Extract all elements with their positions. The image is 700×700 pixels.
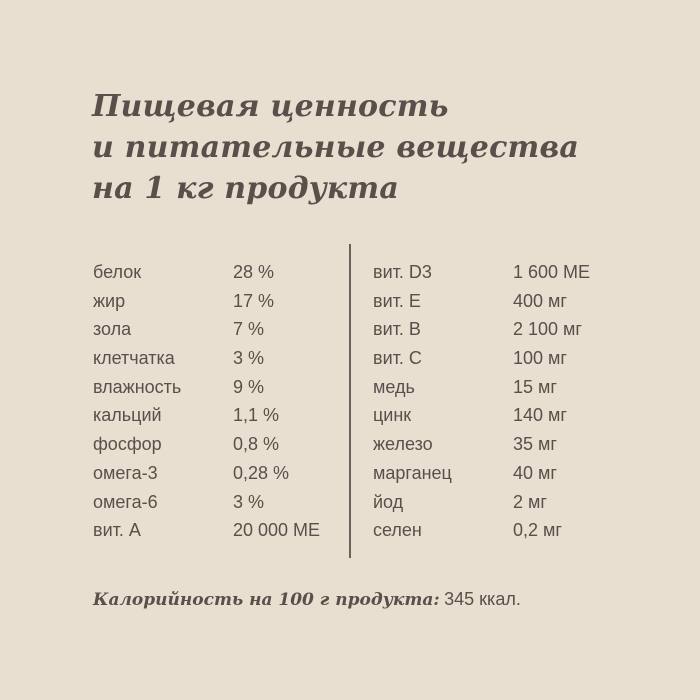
nutrient-value: 0,2 мг — [513, 520, 562, 541]
nutrient-name: железо — [373, 434, 433, 455]
nutrient-name: влажность — [93, 376, 182, 397]
nutrient-value: 20 000 МЕ — [233, 520, 321, 541]
nutrient-value: 28 % — [233, 262, 275, 282]
nutrient-name: вит. А — [93, 520, 141, 541]
title-line-3: на 1 кг продукта — [92, 171, 399, 206]
nutrient-value: 3 % — [233, 491, 265, 512]
nutrient-name: цинк — [373, 405, 412, 426]
nutrient-name: жир — [93, 290, 126, 311]
title-line-2: и питательные вещества — [92, 130, 580, 165]
nutrient-name: омега-3 — [93, 462, 158, 483]
nutrient-value: 400 мг — [513, 290, 567, 311]
nutrient-value: 17 % — [233, 290, 275, 311]
calorie-label: Калорийность на 100 г продукта: — [93, 590, 440, 610]
nutrient-value: 2 100 мг — [513, 319, 582, 340]
nutrient-name: кальций — [93, 405, 162, 426]
nutrient-name: марганец — [373, 462, 452, 483]
nutrient-value: 7 % — [233, 319, 265, 340]
nutrient-value: 0,28 % — [233, 462, 290, 483]
column-divider — [349, 244, 351, 558]
nutrient-value: 15 мг — [513, 376, 557, 397]
nutrient-name: селен — [373, 520, 422, 541]
nutrient-value: 35 мг — [513, 434, 557, 455]
title-line-1: Пищевая ценность — [92, 89, 449, 124]
nutrient-value: 2 мг — [513, 491, 547, 512]
nutrient-name: омега-6 — [93, 491, 158, 512]
page-title — [92, 86, 579, 209]
nutrient-value: 100 мг — [513, 348, 567, 369]
nutrient-name: вит. D3 — [373, 262, 432, 282]
nutrient-name: медь — [373, 376, 415, 397]
nutrient-name: клетчатка — [93, 348, 175, 369]
nutrient-value: 0,8 % — [233, 434, 280, 455]
nutrient-name: фосфор — [93, 434, 162, 455]
nutrient-name: вит. С — [373, 348, 422, 369]
nutrient-value: 1,1 % — [233, 405, 280, 426]
nutrient-name: белок — [93, 262, 142, 282]
nutrient-name: вит. Е — [373, 290, 421, 311]
nutrient-value: 9 % — [233, 376, 265, 397]
nutrient-value: 3 % — [233, 348, 265, 369]
nutrient-name: йод — [373, 491, 404, 512]
nutrient-name: вит. В — [373, 319, 421, 340]
nutrient-name: зола — [93, 319, 132, 340]
nutrient-value: 1 600 МЕ — [513, 262, 591, 282]
nutrient-value: 40 мг — [513, 462, 557, 483]
calorie-info — [93, 589, 521, 610]
nutrient-value: 140 мг — [513, 405, 567, 426]
calorie-value: 345 ккал. — [444, 589, 521, 609]
